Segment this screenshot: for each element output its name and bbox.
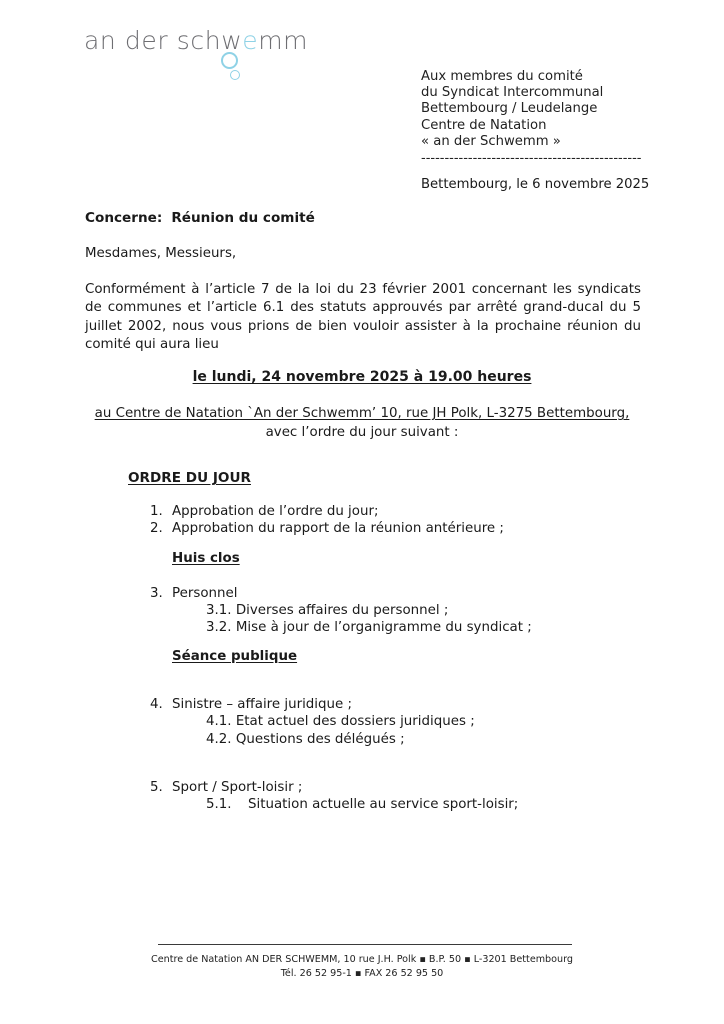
agenda-subitem — [206, 731, 405, 749]
agenda-subitem-number: 4.1. — [206, 714, 232, 729]
agenda-subitem-text: Situation actuelle au service sport-loisir; — [248, 797, 519, 812]
recipient-line: Centre de Natation — [421, 117, 547, 133]
agenda-item-text: Sinistre – affaire juridique ; — [172, 697, 353, 712]
agenda-item — [150, 696, 352, 714]
footer-divider — [158, 944, 572, 945]
agenda-item-text: Approbation du rapport de la réunion antérieure ; — [172, 521, 504, 536]
logo-highlight-letter: e — [242, 26, 259, 55]
subject-value: Réunion du comité — [171, 210, 315, 226]
meeting-venue: au Centre de Natation `An der Schwemm’ 10, rue JH Polk, L-3275 Bettembourg, — [94, 406, 630, 421]
subject-label: Concerne: — [85, 210, 163, 226]
agenda-item-number: 5. — [150, 780, 163, 795]
agenda-subitem — [206, 796, 518, 814]
recipient-line: « an der Schwemm » — [421, 133, 561, 149]
agenda-intro: avec l’ordre du jour suivant : — [265, 425, 459, 440]
agenda-subitem-text: Etat actuel des dossiers juridiques ; — [235, 714, 475, 729]
logo-text-before: an der schw — [84, 26, 243, 55]
place-and-date: Bettembourg, le 6 novembre 2025 — [421, 177, 650, 192]
agenda-subitem-number: 3.1. — [206, 603, 232, 618]
logo-wordmark — [84, 26, 308, 55]
agenda-item — [150, 585, 237, 603]
agenda-subitem-number: 3.2. — [206, 620, 232, 635]
agenda-item — [150, 779, 302, 797]
agenda-subitem-text: Questions des délégués ; — [235, 732, 405, 747]
salutation: Mesdames, Messieurs, — [85, 246, 237, 261]
recipient-line: Aux membres du comité — [421, 69, 583, 84]
agenda-item-number: 2. — [150, 521, 163, 536]
meeting-venue-block — [0, 404, 724, 442]
agenda-subitem — [206, 602, 448, 620]
footer-address: Centre de Natation AN DER SCHWEMM, 10 rue J.H. Polk ▪ B.P. 50 ▪ L-3201 Bettembourg — [151, 954, 573, 965]
agenda-item-text: Personnel — [172, 586, 238, 601]
address-separator: ----------------------------------------------- — [421, 152, 642, 166]
agenda-subitem — [206, 713, 475, 731]
agenda-item-text: Sport / Sport-loisir ; — [172, 780, 303, 795]
logo-text-after: mm — [258, 26, 309, 55]
logo — [84, 20, 344, 82]
subject-line — [85, 210, 315, 226]
agenda-subitem-number: 5.1. — [206, 797, 232, 812]
agenda-item-number: 1. — [150, 504, 163, 519]
bubble-icon-large — [221, 52, 238, 69]
footer-phone: Tél. 26 52 95-1 ▪ FAX 26 52 95 50 — [280, 968, 444, 979]
footer-contact — [0, 953, 724, 981]
agenda-item — [150, 503, 378, 521]
recipient-address — [421, 69, 691, 165]
agenda-heading-huis-clos: Huis clos — [172, 551, 240, 566]
agenda-title: ORDRE DU JOUR — [128, 470, 251, 486]
agenda-item-number: 3. — [150, 586, 163, 601]
agenda-subitem-text: Mise à jour de l’organigramme du syndicat ; — [235, 620, 532, 635]
recipient-line: du Syndicat Intercommunal — [421, 85, 604, 101]
bubble-icon-small — [230, 70, 240, 80]
agenda-item — [150, 520, 504, 538]
meeting-datetime: le lundi, 24 novembre 2025 à 19.00 heures — [192, 369, 532, 385]
agenda-subitem-text: Diverses affaires du personnel ; — [235, 603, 449, 618]
agenda-heading-seance-publique: Séance publique — [172, 649, 298, 664]
agenda-item-text: Approbation de l’ordre du jour; — [172, 504, 379, 519]
recipient-line: Bettembourg / Leudelange — [421, 101, 598, 117]
agenda-item-number: 4. — [150, 697, 163, 712]
agenda-subitem — [206, 619, 532, 637]
agenda-subitem-number: 4.2. — [206, 732, 232, 747]
body-paragraph: Conformément à l’article 7 de la loi du 23 février 2001 concernant les syndicats de communes et l’article 6.1 des statuts approuvés par arrêté grand-ducal du 5 juillet 2002, nous vous prions de bien vouloir assister à la prochaine réunion du comité qui aura lieu — [85, 282, 641, 353]
